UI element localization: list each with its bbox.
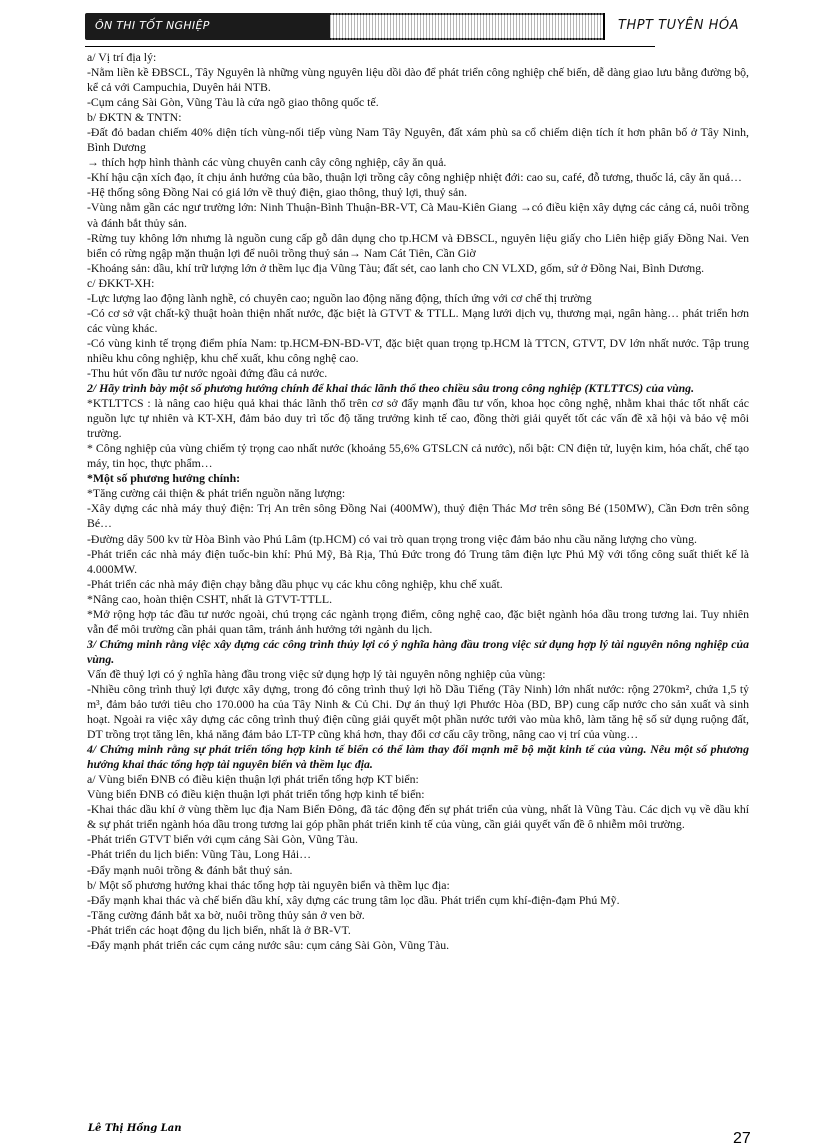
header-left-label: ÔN THI TỐT NGHIỆP	[95, 19, 210, 32]
body-paragraph: b/ ĐKTN & TNTN:	[87, 110, 182, 125]
body-paragraph: a/ Vùng biển ĐNB có điều kiện thuận lợi phát triển tổng hợp KT biển:	[87, 772, 419, 787]
section-label: *Một số phương hướng chính:	[87, 471, 241, 486]
header-left-tab	[85, 13, 330, 40]
body-paragraph: -Đất đỏ badan chiếm 40% diện tích vùng-nối tiếp vùng Nam Tây Nguyên, đất xám phù sa cổ chiếm diện tích ít hơn phân bố ở Tây Ninh, Bình Dương	[87, 125, 749, 155]
header-rule	[85, 46, 655, 47]
body-paragraph: Vùng biển ĐNB có điều kiện thuận lợi phát triển tổng hợp kinh tế biển:	[87, 787, 425, 802]
body-paragraph: -Phát triển GTVT biển với cụm cảng Sài Gòn, Vũng Tàu.	[87, 832, 358, 847]
body-paragraph: -Đẩy mạnh nuôi trồng & đánh bắt thuỷ sản.	[87, 862, 293, 877]
page-header	[85, 13, 745, 40]
body-paragraph: -Cụm cảng Sài Gòn, Vũng Tàu là cửa ngõ giao thông quốc tế.	[87, 95, 379, 110]
body-paragraph: -Phát triển du lịch biển: Vũng Tàu, Long Hải…	[87, 847, 311, 862]
question-heading: 2/ Hãy trình bày một số phương hướng chính để khai thác lãnh thổ theo chiều sâu trong công nghiệp (KTLTTCS) của vùng.	[87, 381, 695, 396]
header-right-tab	[603, 13, 745, 40]
body-paragraph: -Tăng cường đánh bắt xa bờ, nuôi trồng thủy sản ở ven bờ.	[87, 907, 365, 922]
body-paragraph: *Mở rộng hợp tác đầu tư nước ngoài, chú trọng các ngành trọng điểm, công nghệ cao, đặc biệt ngành hóa dầu trong tương lai. Tuy nhiên vẫn để môi trường cần phải quan tâm, tránh ảnh hưởng tới ngành du lịch.	[87, 606, 749, 636]
question-heading: 3/ Chứng minh rằng việc xây dựng các công trình thủy lợi có ý nghĩa hàng đầu trong việc sử dụng hợp lý tài nguyên nông nghiệp của vùng.	[87, 636, 749, 666]
body-paragraph: -Thu hút vốn đầu tư nước ngoài đứng đầu cả nước.	[87, 365, 328, 380]
header-pattern	[330, 13, 605, 40]
page-number: 27	[733, 1130, 751, 1147]
body-paragraph: -Khai thác dầu khí ở vùng thềm lục địa Nam Biển Đông, đã tác động đến sự phát triển của vùng, nhất là Vũng Tàu. Các dịch vụ về dầu khí & sự phát triển ngành hóa dầu trong tương lai góp phần phát triển kinh tế của vùng, cần giải quyết vấn đề ô nhiễm môi trường.	[87, 802, 749, 832]
body-paragraph: -Khí hậu cận xích đạo, ít chịu ảnh hưởng của bão, thuận lợi trồng cây công nghiệp nhiệt đới: cao su, café, đỗ tương, thuốc lá, cây ăn quả…	[87, 170, 742, 185]
body-paragraph: *KTLTTCS : là nâng cao hiệu quả khai thác lãnh thổ trên cơ sở đẩy mạnh đầu tư vốn, khoa học công nghệ, nhằm khai thác tốt nhất các nguồn lực tự nhiên và KT-XH, đảm bảo duy trì tốc độ tăng trưởng kinh tế cao, đồng thời giải quyết tốt các vấn đề xã hội và bảo vệ môi trường.	[87, 396, 749, 441]
body-paragraph: -Phát triển các nhà máy điện tuốc-bin khí: Phú Mỹ, Bà Rịa, Thủ Đức trong đó Trung tâm điện lực Phú Mỹ với tổng công suất thiết kế là 4.000MW.	[87, 546, 749, 576]
body-paragraph: -Đường dây 500 kv từ Hòa Bình vào Phú Lâm (tp.HCM) có vai trò quan trọng trong việc đảm bảo nhu cầu năng lượng cho vùng.	[87, 531, 697, 546]
body-paragraph: -Phát triển các nhà máy điện chạy bằng dầu phục vụ các khu công nghiệp, khu chế xuất.	[87, 576, 503, 591]
body-paragraph: Vấn đề thuỷ lợi có ý nghĩa hàng đầu trong việc sử dụng hợp lý tài nguyên nông nghiệp của vùng:	[87, 666, 546, 681]
body-paragraph: -Đẩy mạnh phát triển các cụm cảng nước sâu: cụm cảng Sài Gòn, Vũng Tàu.	[87, 937, 450, 952]
body-paragraph: -Nằm liền kề ĐBSCL, Tây Nguyên là những vùng nguyên liệu dồi dào để phát triển công nghiệp chế biến, dễ dàng giao lưu bằng đường bộ, kể cả với Campuchia, Duyên hải NTB.	[87, 65, 749, 95]
body-paragraph: -Hệ thống sông Đồng Nai có giá lớn về thuỷ điện, giao thông, thuỷ lợi, thuỷ sản.	[87, 185, 468, 200]
body-paragraph: -Đẩy mạnh khai thác và chế biến dầu khí, xây dựng các trung tâm lọc dầu. Phát triển cụm khí-điện-đạm Phú Mỹ.	[87, 892, 620, 907]
body-paragraph: * Công nghiệp của vùng chiếm tỷ trọng cao nhất nước (khoảng 55,6% GTSLCN cả nước), nổi bật: CN điện tử, luyện kim, hóa chất, chế tạo máy, tin học, thực phẩm…	[87, 441, 749, 471]
document-body	[87, 50, 749, 953]
body-paragraph: -Rừng tuy không lớn nhưng là nguồn cung cấp gỗ dân dụng cho tp.HCM và ĐBSCL, nguyên liệu giấy cho Liên hiệp giấy Đồng Nai. Ven biển có rừng ngập mặn thuận lợi để nuôi trồng thuỷ sản→ Nam Cát Tiên, Cần Giờ	[87, 230, 749, 260]
body-paragraph: -Phát triển các hoạt động du lịch biển, nhất là ở BR-VT.	[87, 922, 351, 937]
body-paragraph: -Có vùng kinh tế trọng điểm phía Nam: tp.HCM-ĐN-BD-VT, đặc biệt quan trọng tp.HCM là TTCN, GTVT, DV lớn nhất nước. Tập trung nhiều khu công nghiệp, khu chế xuất, khu công nghệ cao.	[87, 335, 749, 365]
header-right-label: THPT TUYÊN HÓA	[618, 18, 739, 33]
body-paragraph: b/ Một số phương hướng khai thác tổng hợp tài nguyên biển và thềm lục địa:	[87, 877, 450, 892]
body-paragraph: *Nâng cao, hoàn thiện CSHT, nhất là GTVT-TTLL.	[87, 591, 333, 606]
body-paragraph: -Vùng nằm gần các ngư trường lớn: Ninh Thuận-Bình Thuận-BR-VT, Cà Mau-Kiên Giang →có điều kiện xây dựng các cảng cá, nuôi trồng và đánh bắt thủy sản.	[87, 200, 749, 230]
body-paragraph: *Tăng cường cải thiện & phát triển nguồn năng lượng:	[87, 486, 346, 501]
body-paragraph: → thích hợp hình thành các vùng chuyên canh cây công nghiệp, cây ăn quả.	[87, 155, 447, 170]
body-paragraph: -Lực lượng lao động lành nghề, có chuyên cao; nguồn lao động năng động, thích ứng với cơ chế thị trường	[87, 290, 592, 305]
body-paragraph: a/ Vị trí địa lý:	[87, 50, 157, 64]
body-paragraph: -Có cơ sở vật chất-kỹ thuật hoàn thiện nhất nước, đặc biệt là GTVT & TTLL. Mạng lưới dịch vụ, thương mại, ngân hàng… phát triển hơn các vùng khác.	[87, 305, 749, 335]
body-paragraph: -Khoáng sản: dầu, khí trữ lượng lớn ở thềm lục địa Vũng Tàu; đất sét, cao lanh cho CN VLXD, gốm, sứ ở Đồng Nai, Bình Dương.	[87, 260, 705, 275]
footer-author: Lê Thị Hồng Lan	[88, 1123, 182, 1134]
body-paragraph: -Nhiều công trình thuỷ lợi được xây dựng, trong đó công trình thuỷ lợi hồ Dầu Tiếng (Tây Ninh) lớn nhất nước: rộng 270km², chứa 1,5 tỷ m³, đảm bảo tưới tiêu cho 170.000 ha của Tây Ninh & Củ Chi. Dự án thuỷ lợi Phước Hòa (BD, BP) cung cấp nước cho sản xuất và sinh hoạt. Ngoài ra việc xây dựng các công trình thuỷ điện cũng giải quyết một phần nước tưới vào mùa khô, làm tăng hệ số sử dụng ruộng đất, DT trồng trọt tăng lên, khả năng đảm bảo LT-TP cũng khá hơn, thay đổi cơ cấu cây trồng, nâng cao vị trí của vùng…	[87, 681, 749, 742]
body-paragraph: c/ ĐKKT-XH:	[87, 275, 155, 290]
question-heading: 4/ Chứng minh rằng sự phát triển tổng hợp kinh tế biển có thể làm thay đổi mạnh mẽ bộ mặt kinh tế của vùng. Nêu một số phương hướng khai thác tổng hợp tài nguyên biển và thềm lục địa.	[87, 742, 749, 772]
body-paragraph: -Xây dựng các nhà máy thuỷ điện: Trị An trên sông Đồng Nai (400MW), thuỷ điện Thác Mơ trên sông Bé (150MW), Cần Đơn trên sông Bé…	[87, 501, 749, 531]
